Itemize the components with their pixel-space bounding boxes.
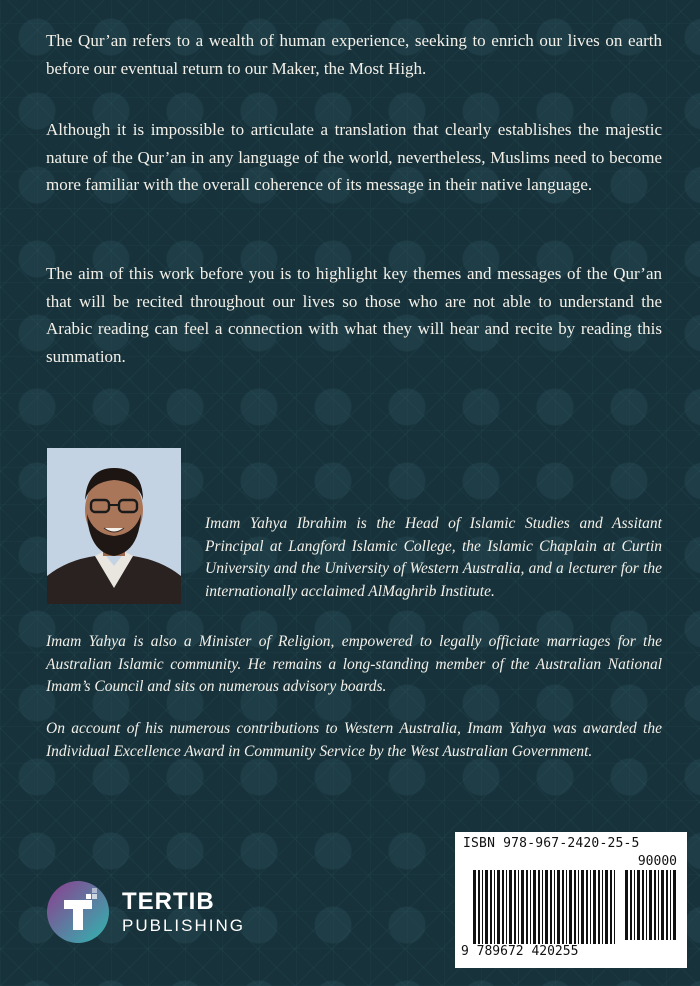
- author-photo: [47, 448, 181, 604]
- barcode-bar: [569, 870, 572, 944]
- barcode-bar: [666, 870, 668, 940]
- barcode-bar: [637, 870, 640, 940]
- ean-bars: [473, 870, 619, 944]
- barcode-bar: [642, 870, 644, 940]
- author-bio-1: Imam Yahya Ibrahim is the Head of Islamic Studies and Assitant Principal at Langford Islamic College, the Islamic Chaplain at Curtin University and the University of Western Australia, and a lecturer for the internationally acclaimed AlMaghrib Institute.: [205, 515, 662, 600]
- barcode-bar: [497, 870, 500, 944]
- barcode-bar: [590, 870, 591, 944]
- barcode-bar: [566, 870, 567, 944]
- barcode-bar: [562, 870, 564, 944]
- barcode-bar: [478, 870, 480, 944]
- barcode-bar: [482, 870, 483, 944]
- barcode-bar: [593, 870, 596, 944]
- intro-paragraph-3: The aim of this work before you is to highlight key themes and messages of the Qur’an that will be recited throughout our lives so those who are not able to understand the Arabic reading can feel a connection with what they will hear and recite by reading this summation.: [46, 264, 662, 366]
- barcode-bar: [654, 870, 656, 940]
- barcode-bar: [670, 870, 671, 940]
- author-bio-3: On account of his numerous contributions to Western Australia, Imam Yahya was awarded the Individual Excellence Award in Community Service by the West Australian Government.: [46, 720, 662, 760]
- barcode-bar: [630, 870, 632, 940]
- barcode-bar: [542, 870, 543, 944]
- barcode-bar: [598, 870, 600, 944]
- barcode-bar: [526, 870, 528, 944]
- intro-paragraph-1: The Qur’an refers to a wealth of human experience, seeking to enrich our lives on earth before our eventual return to our Maker, the Most High.: [46, 31, 662, 78]
- addon-bars: [625, 870, 679, 940]
- intro-paragraph-2: Although it is impossible to articulate a translation that clearly establishes the majestic nature of the Qur’an in any language of the world, nevertheless, Muslims need to become more familiar with the overall coherence of its message in their native language.: [46, 120, 662, 194]
- barcode-bar: [557, 870, 560, 944]
- price-code: 90000: [637, 854, 677, 869]
- barcode-bar: [602, 870, 603, 944]
- barcode-bar: [673, 870, 676, 940]
- barcode-bar: [605, 870, 608, 944]
- barcode-bar: [509, 870, 512, 944]
- publisher-subtitle: PUBLISHING: [122, 916, 245, 935]
- barcode-bar: [485, 870, 488, 944]
- barcode-bar: [574, 870, 576, 944]
- barcode-bar: [625, 870, 628, 940]
- publisher-logo: [46, 880, 266, 946]
- barcode-bar: [581, 870, 584, 944]
- barcode-bar: [514, 870, 516, 944]
- barcode-bar: [538, 870, 540, 944]
- ean-digits: 9 789672 420255: [461, 944, 579, 959]
- tertib-logo-icon: [46, 880, 110, 944]
- barcode-bar: [490, 870, 492, 944]
- publisher-name: TERTIB: [122, 888, 215, 915]
- barcode-bar: [494, 870, 495, 944]
- barcode-bar: [533, 870, 536, 944]
- barcode-bar: [661, 870, 664, 940]
- barcode-bar: [530, 870, 531, 944]
- barcode-bar: [586, 870, 588, 944]
- barcode-bar: [610, 870, 612, 944]
- barcode-bar: [578, 870, 579, 944]
- barcode-bar: [545, 870, 548, 944]
- barcode-bar: [554, 870, 555, 944]
- isbn-label: ISBN 978-967-2420-25-5: [463, 836, 640, 851]
- barcode-bar: [502, 870, 504, 944]
- author-bio-2: Imam Yahya is also a Minister of Religion, empowered to legally officiate marriages for the Australian Islamic community. He remains a long-standing member of the Australian National Imam’s Council and sits on numerous advisory boards.: [46, 633, 662, 695]
- barcode-bar: [649, 870, 652, 940]
- barcode-bar: [614, 870, 615, 944]
- barcode-bar: [521, 870, 524, 944]
- barcode-bar: [646, 870, 647, 940]
- barcode-bar: [550, 870, 552, 944]
- barcode-bar: [506, 870, 507, 944]
- isbn-barcode: [455, 832, 687, 968]
- barcode-bar: [473, 870, 476, 944]
- barcode-bar: [518, 870, 519, 944]
- barcode-bar: [658, 870, 659, 940]
- barcode-bar: [634, 870, 635, 940]
